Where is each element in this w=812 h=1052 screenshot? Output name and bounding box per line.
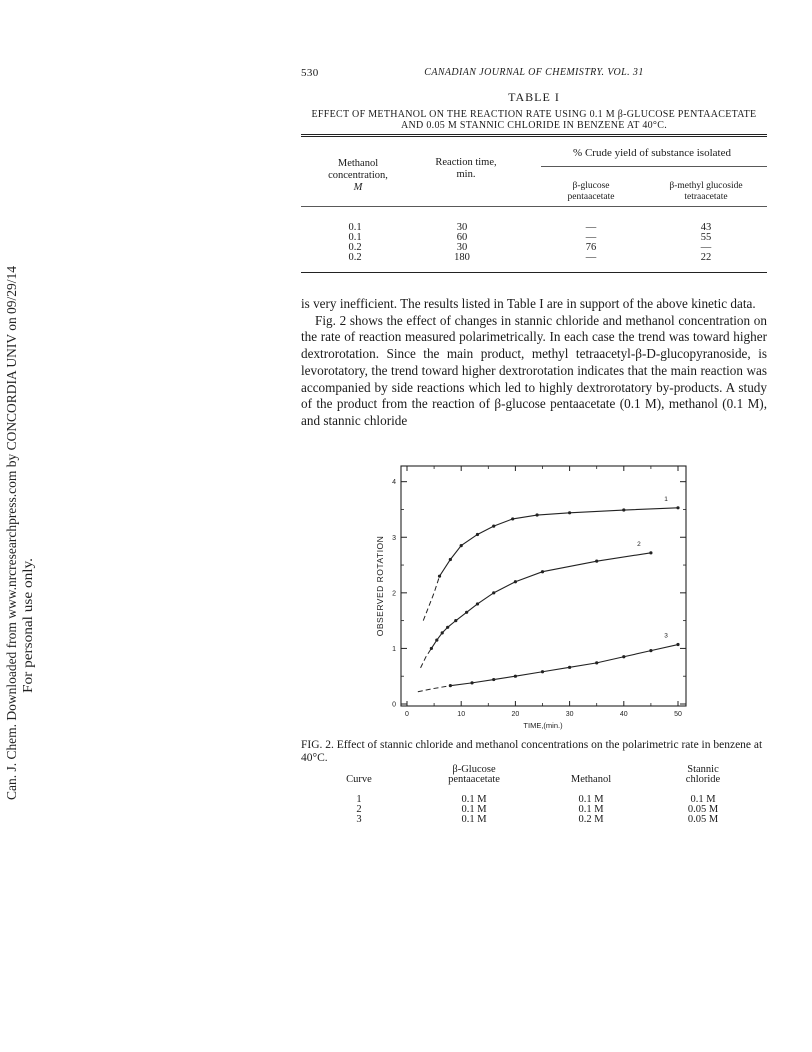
figure-legend-table: [301, 762, 767, 837]
cell: 0.2: [348, 252, 362, 263]
cell: 30: [456, 242, 468, 253]
legend-row: [356, 804, 718, 815]
legend-header-methanol: Methanol: [570, 774, 612, 785]
data-point: [492, 525, 495, 528]
x-axis-label: TIME,(min.): [523, 721, 563, 730]
col-group-header: % Crude yield of substance isolated: [573, 147, 731, 159]
paragraph: Fig. 2 shows the effect of changes in stannic chloride and methanol concentration on the rate of reaction measured polarimetrically. In each case the trend was toward higher dextrorotation. Since the main product, methyl tetraacetyl-β-D-glucopyranoside, is levorotatory, the trend toward higher dextrorotation indicates that the main reaction was accompanied by side reactions which led to highly dextrorotatory by-products. A study of the product from the reaction of β-glucose pentaacetate (0.1 M), methanol (0.1 M), and stannic chloride: [301, 312, 767, 428]
figure-caption: FIG. 2. Effect of stannic chloride and methanol concentrations on the polarimetric rate in benzene at 40°C.: [301, 739, 763, 764]
data-point: [449, 684, 452, 687]
data-point: [676, 643, 679, 646]
cell: 0.1: [348, 232, 362, 243]
cell: —: [585, 222, 597, 233]
col-methanol-line2: concentration,: [328, 170, 388, 181]
legend-row: [356, 814, 718, 825]
legend-cell: 1: [356, 794, 362, 805]
data-point: [492, 591, 495, 594]
data-point: [676, 506, 679, 509]
table-row: [348, 232, 711, 243]
x-tick-label: 10: [457, 711, 466, 718]
series-2-initial-segment: [421, 648, 432, 667]
cell: 30: [456, 222, 468, 233]
col-methyl-line1: β-methyl glucoside: [669, 181, 743, 191]
data-point: [649, 551, 652, 554]
x-tick-label: 50: [674, 711, 682, 718]
col-glucose-line1: β-glucose: [572, 181, 610, 191]
cell: 55: [700, 232, 712, 243]
journal-title: CANADIAN JOURNAL OF CHEMISTRY. VOL. 31: [424, 67, 644, 78]
table-title: TABLE I: [508, 90, 560, 104]
data-point: [649, 649, 652, 652]
legend-cell: 0.1 M: [461, 804, 487, 815]
page-header: [301, 67, 767, 81]
data-table: [301, 134, 767, 280]
series-3-initial-segment: [418, 686, 451, 692]
series-2-line: [431, 553, 651, 649]
data-point: [492, 678, 495, 681]
data-point: [449, 558, 452, 561]
x-tick-label: 30: [565, 711, 574, 718]
table-row: [348, 242, 711, 253]
data-point: [446, 626, 449, 629]
data-point: [441, 631, 444, 634]
cell: 22: [700, 252, 712, 263]
y-tick-label: 3: [392, 534, 396, 542]
series-label: 3: [664, 632, 668, 640]
page-number: 530: [301, 67, 319, 79]
data-point: [514, 675, 517, 678]
legend-row: [356, 794, 716, 805]
series-1-line: [440, 508, 678, 576]
data-point: [454, 619, 457, 622]
cell: 76: [585, 242, 597, 253]
y-tick-label: 2: [392, 590, 396, 598]
table-row: [348, 222, 711, 233]
x-tick-label: 0: [405, 711, 409, 718]
data-point: [435, 638, 438, 641]
col-glucose-line2: pentaacetate: [567, 192, 615, 202]
legend-header-curve: Curve: [346, 774, 372, 785]
watermark-line-1: Can. J. Chem. Downloaded from www.nrcresearchpress.com by CONCORDIA UNIV on 09/29/14: [4, 265, 19, 800]
legend-cell: 3: [356, 814, 362, 825]
cell: —: [585, 252, 597, 263]
series-label: 1: [664, 495, 668, 503]
col-methyl-line2: tetraacetate: [684, 192, 728, 202]
legend-header-glucose-1: β-Glucose: [452, 764, 496, 775]
data-point: [476, 533, 479, 536]
y-tick-label: 4: [392, 479, 396, 487]
legend-cell: 0.05 M: [687, 804, 719, 815]
plot-frame: [401, 466, 686, 706]
data-point: [568, 666, 571, 669]
cell: 0.2: [348, 242, 362, 253]
chart-series: [418, 496, 680, 692]
legend-cell: 0.1 M: [461, 794, 487, 805]
data-point: [511, 517, 514, 520]
cell: 180: [454, 252, 470, 263]
x-tick-label: 20: [511, 711, 520, 718]
y-tick-label: 1: [392, 645, 396, 653]
legend-header-glucose-2: pentaacetate: [448, 774, 500, 785]
series-3-line: [450, 645, 678, 686]
data-point: [595, 560, 598, 563]
series-label: 2: [637, 540, 641, 548]
legend-cell: 0.1 M: [690, 794, 716, 805]
legend-cell: 2: [356, 804, 362, 815]
data-point: [622, 655, 625, 658]
cell: 60: [456, 232, 468, 243]
data-point: [460, 544, 463, 547]
data-point: [438, 575, 441, 578]
legend-cell: 0.05 M: [687, 814, 719, 825]
data-point: [470, 681, 473, 684]
col-time-line2: min.: [456, 169, 476, 180]
download-watermark: [2, 263, 39, 803]
data-point: [514, 580, 517, 583]
body-text: [301, 296, 767, 430]
data-point: [541, 570, 544, 573]
legend-cell: 0.1 M: [578, 804, 604, 815]
cell: —: [700, 242, 712, 253]
data-point: [430, 647, 433, 650]
watermark-line-2: For personal use only.: [20, 573, 35, 693]
y-axis-label: OBSERVED ROTATION: [375, 535, 385, 637]
x-tick-label: 40: [619, 711, 628, 718]
cell: 43: [700, 222, 712, 233]
series-1-initial-segment: [423, 576, 439, 620]
data-point: [465, 611, 468, 614]
legend-cell: 0.2 M: [578, 814, 604, 825]
legend-header-stannic-1: Stannic: [687, 764, 719, 775]
chart-axes: [392, 466, 686, 718]
legend-header-stannic-2: chloride: [685, 774, 721, 785]
data-point: [541, 670, 544, 673]
table-caption: EFFECT OF METHANOL ON THE REACTION RATE USING 0.1 M β-GLUCOSE PENTAACETATE AND 0.05 M STANNIC CHLORIDE IN BENZENE AT 40°C.: [311, 109, 757, 131]
legend-cell: 0.1 M: [578, 794, 604, 805]
paragraph: is very inefficient. The results listed in Table I are in support of the above kinetic data.: [301, 296, 756, 311]
cell: 0.1: [348, 222, 362, 233]
legend-cell: 0.1 M: [461, 814, 487, 825]
data-point: [568, 511, 571, 514]
figure-2-chart: [370, 460, 690, 730]
data-point: [622, 508, 625, 511]
data-point: [476, 602, 479, 605]
cell: —: [585, 232, 597, 243]
col-methanol-line1: Methanol: [337, 158, 379, 169]
col-time-line1: Reaction time,: [435, 157, 497, 168]
data-point: [535, 513, 538, 516]
y-tick-label: 0: [392, 701, 396, 709]
table-row: [348, 252, 711, 263]
data-point: [595, 661, 598, 664]
col-methanol-line3: M: [353, 182, 363, 193]
